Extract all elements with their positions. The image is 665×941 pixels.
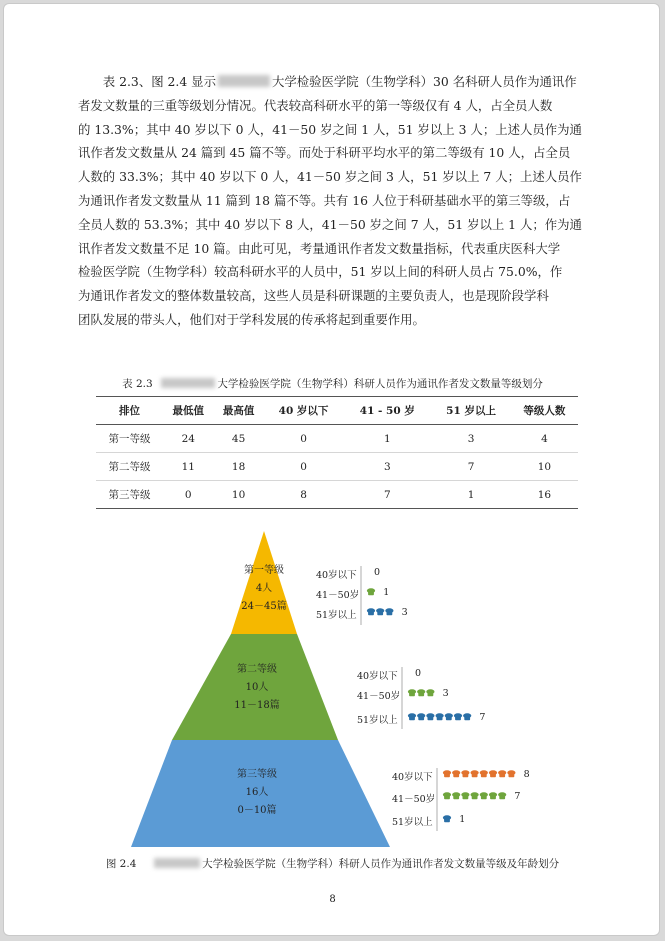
tier-3-range: 0－10篇 — [237, 805, 277, 816]
para-line: 讯作者发文数量从 24 篇到 45 篇不等。而处于科研平均水平的第二等级有 10 人，占全员 — [78, 145, 571, 161]
table-row — [96, 425, 578, 453]
table-cell: 11 — [163, 453, 213, 481]
table-cell: 3 — [343, 453, 431, 481]
redacted-name — [218, 75, 270, 87]
person-icon — [408, 713, 416, 720]
body-paragraph — [78, 70, 598, 332]
table-cell: 3 — [431, 425, 511, 453]
para-line: 全员人数的 53.3%；其中 40 岁以下 8 人，41－50 岁之间 7 人，51 岁以上 1 人；作为通 — [78, 216, 582, 232]
table-cell: 1 — [431, 481, 511, 509]
table-cell: 第一等级 — [96, 425, 163, 453]
table-cell: 18 — [213, 453, 263, 481]
para-line: 为通讯作者发文数量从 11 篇到 18 篇不等。共有 16 人位于科研基础水平的第三等级，占 — [78, 192, 571, 208]
person-icon — [480, 770, 488, 777]
header-cell: 最低值 — [163, 397, 213, 425]
t1-age-value-1: 1 — [383, 587, 390, 598]
para-line: 人数的 33.3%；其中 40 岁以下 0 人，41－50 岁之间 3 人，51 岁以上 7 人；上述人员作 — [78, 169, 582, 185]
table-cell: 10 — [213, 481, 263, 509]
person-icon — [480, 792, 488, 799]
person-icon — [376, 608, 384, 615]
table-cell: 0 — [264, 453, 344, 481]
tier-1-name: 第一等级 — [244, 565, 284, 576]
person-icon — [385, 608, 393, 615]
t2-age-value-2: 7 — [479, 712, 486, 723]
person-icon — [489, 770, 497, 777]
table-cell: 10 — [511, 453, 578, 481]
person-icon — [454, 713, 462, 720]
t3-age-value-1: 7 — [514, 791, 521, 802]
rank-table — [96, 396, 578, 509]
t2-age-value-1: 3 — [442, 688, 449, 699]
person-icon — [426, 689, 434, 696]
table-cell: 1 — [343, 425, 431, 453]
table-cell: 45 — [213, 425, 263, 453]
para-line: 的 13.3%；其中 40 岁以下 0 人，41－50 岁之间 1 人，51 岁以上 3 人；上述人员作为通 — [78, 121, 582, 137]
person-icon — [471, 792, 479, 799]
table-cell: 7 — [343, 481, 431, 509]
person-icon — [463, 713, 471, 720]
header-cell: 51 岁以上 — [431, 397, 511, 425]
person-icon — [471, 770, 479, 777]
person-icon — [417, 689, 425, 696]
para-line: 团队发展的带头人，他们对于学科发展的传承将起到重要作用。 — [78, 311, 425, 327]
t3-age-label-2: 51岁以上 — [392, 817, 433, 828]
para-line: 者发文数量的三重等级划分情况。代表较高科研水平的第一等级仅有 4 人，占全员人数 — [78, 97, 553, 113]
person-icon — [507, 770, 515, 777]
table-row — [96, 453, 578, 481]
table-cell: 4 — [511, 425, 578, 453]
header-cell: 最高值 — [213, 397, 263, 425]
person-icon — [436, 713, 444, 720]
t1-age-label-2: 51岁以上 — [316, 610, 357, 621]
person-icon — [461, 792, 469, 799]
tier-2-range: 11－18篇 — [234, 700, 280, 711]
person-icon — [489, 792, 497, 799]
t2-age-label-1: 41－50岁 — [357, 691, 401, 702]
person-icon — [498, 792, 506, 799]
table-cell: 24 — [163, 425, 213, 453]
tier-1-range: 24－45篇 — [241, 601, 287, 612]
t3-age-value-2: 1 — [459, 814, 466, 825]
table-cell: 第二等级 — [96, 453, 163, 481]
table-cell: 0 — [163, 481, 213, 509]
t2-age-label-2: 51岁以上 — [357, 715, 398, 726]
person-icon — [443, 815, 451, 822]
tier-2-name: 第二等级 — [237, 664, 277, 675]
redacted-name — [154, 858, 200, 868]
person-icon — [445, 713, 453, 720]
t2-age-label-0: 40岁以下 — [357, 671, 398, 682]
person-icon — [461, 770, 469, 777]
t3-age-label-0: 40岁以下 — [392, 772, 433, 783]
tier-1-count: 4人 — [255, 583, 273, 594]
t1-age-value-2: 3 — [401, 607, 408, 618]
t3-age-value-0: 8 — [523, 769, 530, 780]
tier-3-name: 第三等级 — [237, 769, 277, 780]
table-header-row — [96, 397, 578, 425]
header-cell: 41 - 50 岁 — [343, 397, 431, 425]
header-cell: 等级人数 — [511, 397, 578, 425]
table-cell: 8 — [264, 481, 344, 509]
tier-pyramid-figure — [4, 519, 661, 854]
table-cell: 7 — [431, 453, 511, 481]
t3-age-label-1: 41－50岁 — [392, 794, 436, 805]
person-icon — [367, 588, 375, 595]
table-caption: 表 2.3 大学检验医学院（生物学科）科研人员作为通讯作者发文数量等级划分 — [122, 378, 543, 390]
table-row — [96, 481, 578, 509]
para-line: 为通讯作者发文的整体数量较高，这些人员是科研课题的主要负责人，也是现阶段学科 — [78, 288, 549, 304]
table-cell: 第三等级 — [96, 481, 163, 509]
table-cell: 0 — [264, 425, 344, 453]
person-icon — [452, 792, 460, 799]
t1-age-value-0: 0 — [374, 567, 381, 578]
person-icon — [367, 608, 375, 615]
figure-caption: 图 2.4 大学检验医学院（生物学科）科研人员作为通讯作者发文数量等级及年龄划分 — [105, 858, 560, 870]
t1-age-label-1: 41－50岁 — [316, 590, 360, 601]
redacted-name — [161, 378, 215, 388]
tier-2-count: 10人 — [245, 682, 269, 693]
header-cell: 排位 — [96, 397, 163, 425]
person-icon — [443, 792, 451, 799]
page-number: 8 — [329, 894, 336, 905]
person-icon — [417, 713, 425, 720]
para-line: 讯作者发文数量不足 10 篇。由此可见，考量通讯作者发文数量指标，代表重庆医科大学 — [78, 240, 561, 256]
person-icon — [443, 770, 451, 777]
table-cell: 16 — [511, 481, 578, 509]
para-line: 表 2.3、图 2.4 显示 大学检验医学院（生物学科）30 名科研人员作为通讯作 — [102, 74, 577, 89]
person-icon — [426, 713, 434, 720]
person-icon — [452, 770, 460, 777]
document-page — [3, 3, 660, 936]
tier-3-count: 16人 — [245, 787, 269, 798]
t1-age-label-0: 40岁以下 — [316, 570, 357, 581]
header-cell: 40 岁以下 — [264, 397, 344, 425]
t2-age-value-0: 0 — [415, 668, 422, 679]
person-icon — [408, 689, 416, 696]
person-icon — [498, 770, 506, 777]
para-line: 检验医学院（生物学科）较高科研水平的人员中，51 岁以上间的科研人员占 75.0%，作 — [78, 264, 563, 280]
